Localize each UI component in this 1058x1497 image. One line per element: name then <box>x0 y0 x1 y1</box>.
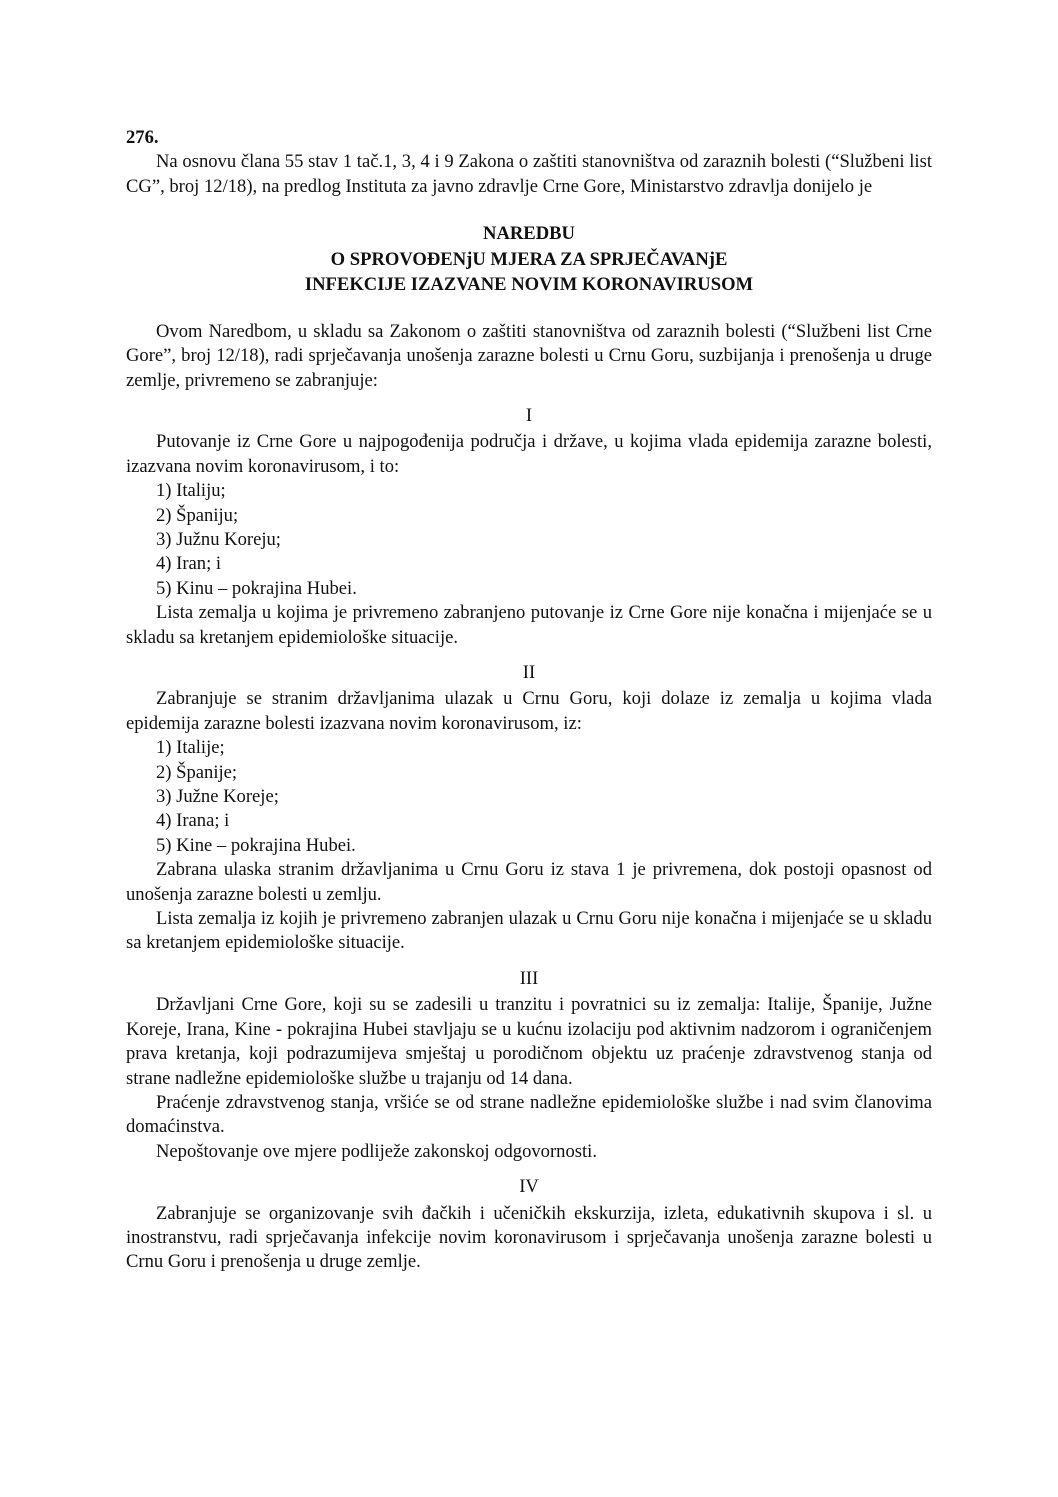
preamble-paragraph: Ovom Naredbom, u skladu sa Zakonom o zaštiti stanovništva od zaraznih bolesti (“Službeni list Crne Gore”, broj 12/18), radi sprječavanja unošenja zarazne bolesti u Crnu Goru, suzbijanja i prenošenja u druge zemlje, privremeno se zabranjuje: <box>126 320 932 391</box>
list-item: 3) Južnu Koreju; <box>156 528 281 550</box>
section-3-paragraph-1: Državljani Crne Gore, koji su se zadesili u tranzitu i povratnici su iz zemalja: Italije, Španije, Južne Koreje, Irana, Kine - pokrajina Hubei stavljaju se u kućnu izolaciju pod aktivnim nadzorom i ograničenjem prava kretanja, koji podrazumijeva smještaj u porodičnom objektu uz praćenje zdravstvenog stanja od strane nadležne epidemiološke službe u trajanju od 14 dana. <box>126 994 932 1089</box>
list-item: 3) Južne Koreje; <box>156 786 279 808</box>
document-title <box>126 221 932 298</box>
section-3-paragraph-3: Nepoštovanje ove mjere podliježe zakonskoj odgovornosti. <box>156 1140 597 1162</box>
document-number: 276. <box>126 127 159 148</box>
list-item: 5) Kinu – pokrajina Hubei. <box>156 577 357 599</box>
title-line-1: NAREDBU <box>483 223 575 245</box>
list-item: 1) Italije; <box>156 737 225 759</box>
section-2-paragraph-2: Zabrana ulaska stranim državljanima u Crnu Goru iz stava 1 je privremena, dok postoji opasnost od unošenja zarazne bolesti u zemlju. <box>126 859 932 905</box>
section-4-paragraph-1: Zabranjuje se organizovanje svih đačkih i učeničkih ekskurzija, izleta, edukativnih skupova i sl. u inostranstvu, radi sprječavanja infekcije novim koronavirusom i sprječavanja unošenja zarazne bolesti u Crnu Goru i prenošenja u druge zemlje. <box>126 1202 932 1273</box>
title-line-3: INFEKCIJE IZAZVANE NOVIM KORONAVIRUSOM <box>304 274 754 296</box>
list-item: 2) Španije; <box>156 761 238 783</box>
list-item: 4) Iran; i <box>156 553 222 575</box>
section-heading-2: II <box>522 662 536 683</box>
section-heading-4: IV <box>519 1176 539 1198</box>
list-item: 4) Irana; i <box>156 810 230 832</box>
section-heading-1: I <box>525 404 533 426</box>
title-line-2: O SPROVOĐENjU MJERA ZA SPRJEČAVANjE <box>330 248 728 270</box>
intro-paragraph: Na osnovu člana 55 stav 1 tač.1, 3, 4 i 9 Zakona o zaštiti stanovništva od zaraznih bolesti (“Službeni list CG”, broj 12/18), na predlog Instituta za javno zdravlje Crne Gore, Ministarstvo zdravlja donijelo je <box>126 151 932 197</box>
section-2-paragraph-3: Lista zemalja iz kojih je privremeno zabranjen ulazak u Crnu Goru nije konačna i mijenjaće se u skladu sa kretanjem epidemiološke situacije. <box>126 908 932 954</box>
list-item: 2) Španiju; <box>156 504 239 526</box>
section-3-paragraph-2: Praćenje zdravstvenog stanja, vršiće se od strane nadležne epidemiološke službe i nad svim članovima domaćinstva. <box>126 1091 932 1138</box>
section-heading-3: III <box>519 967 539 989</box>
section-1-paragraph-1: Putovanje iz Crne Gore u najpogođenija područja i države, u kojima vlada epidemija zarazne bolesti, izazvana novim koronavirusom, i to: <box>126 431 932 477</box>
list-item: 5) Kine – pokrajina Hubei. <box>156 834 356 856</box>
list-item: 1) Italiju; <box>156 480 226 502</box>
section-1-paragraph-2: Lista zemalja u kojima je privremeno zabranjeno putovanje iz Crne Gore nije konačna i mijenjaće se u skladu sa kretanjem epidemiološke situacije. <box>126 602 932 648</box>
document-body <box>126 126 932 1275</box>
section-2-paragraph-1: Zabranjuje se stranim državljanima ulazak u Crnu Goru, koji dolaze iz zemalja u kojima vlada epidemija zarazne bolesti izazvana novim koronavirusom, iz: <box>126 688 932 734</box>
